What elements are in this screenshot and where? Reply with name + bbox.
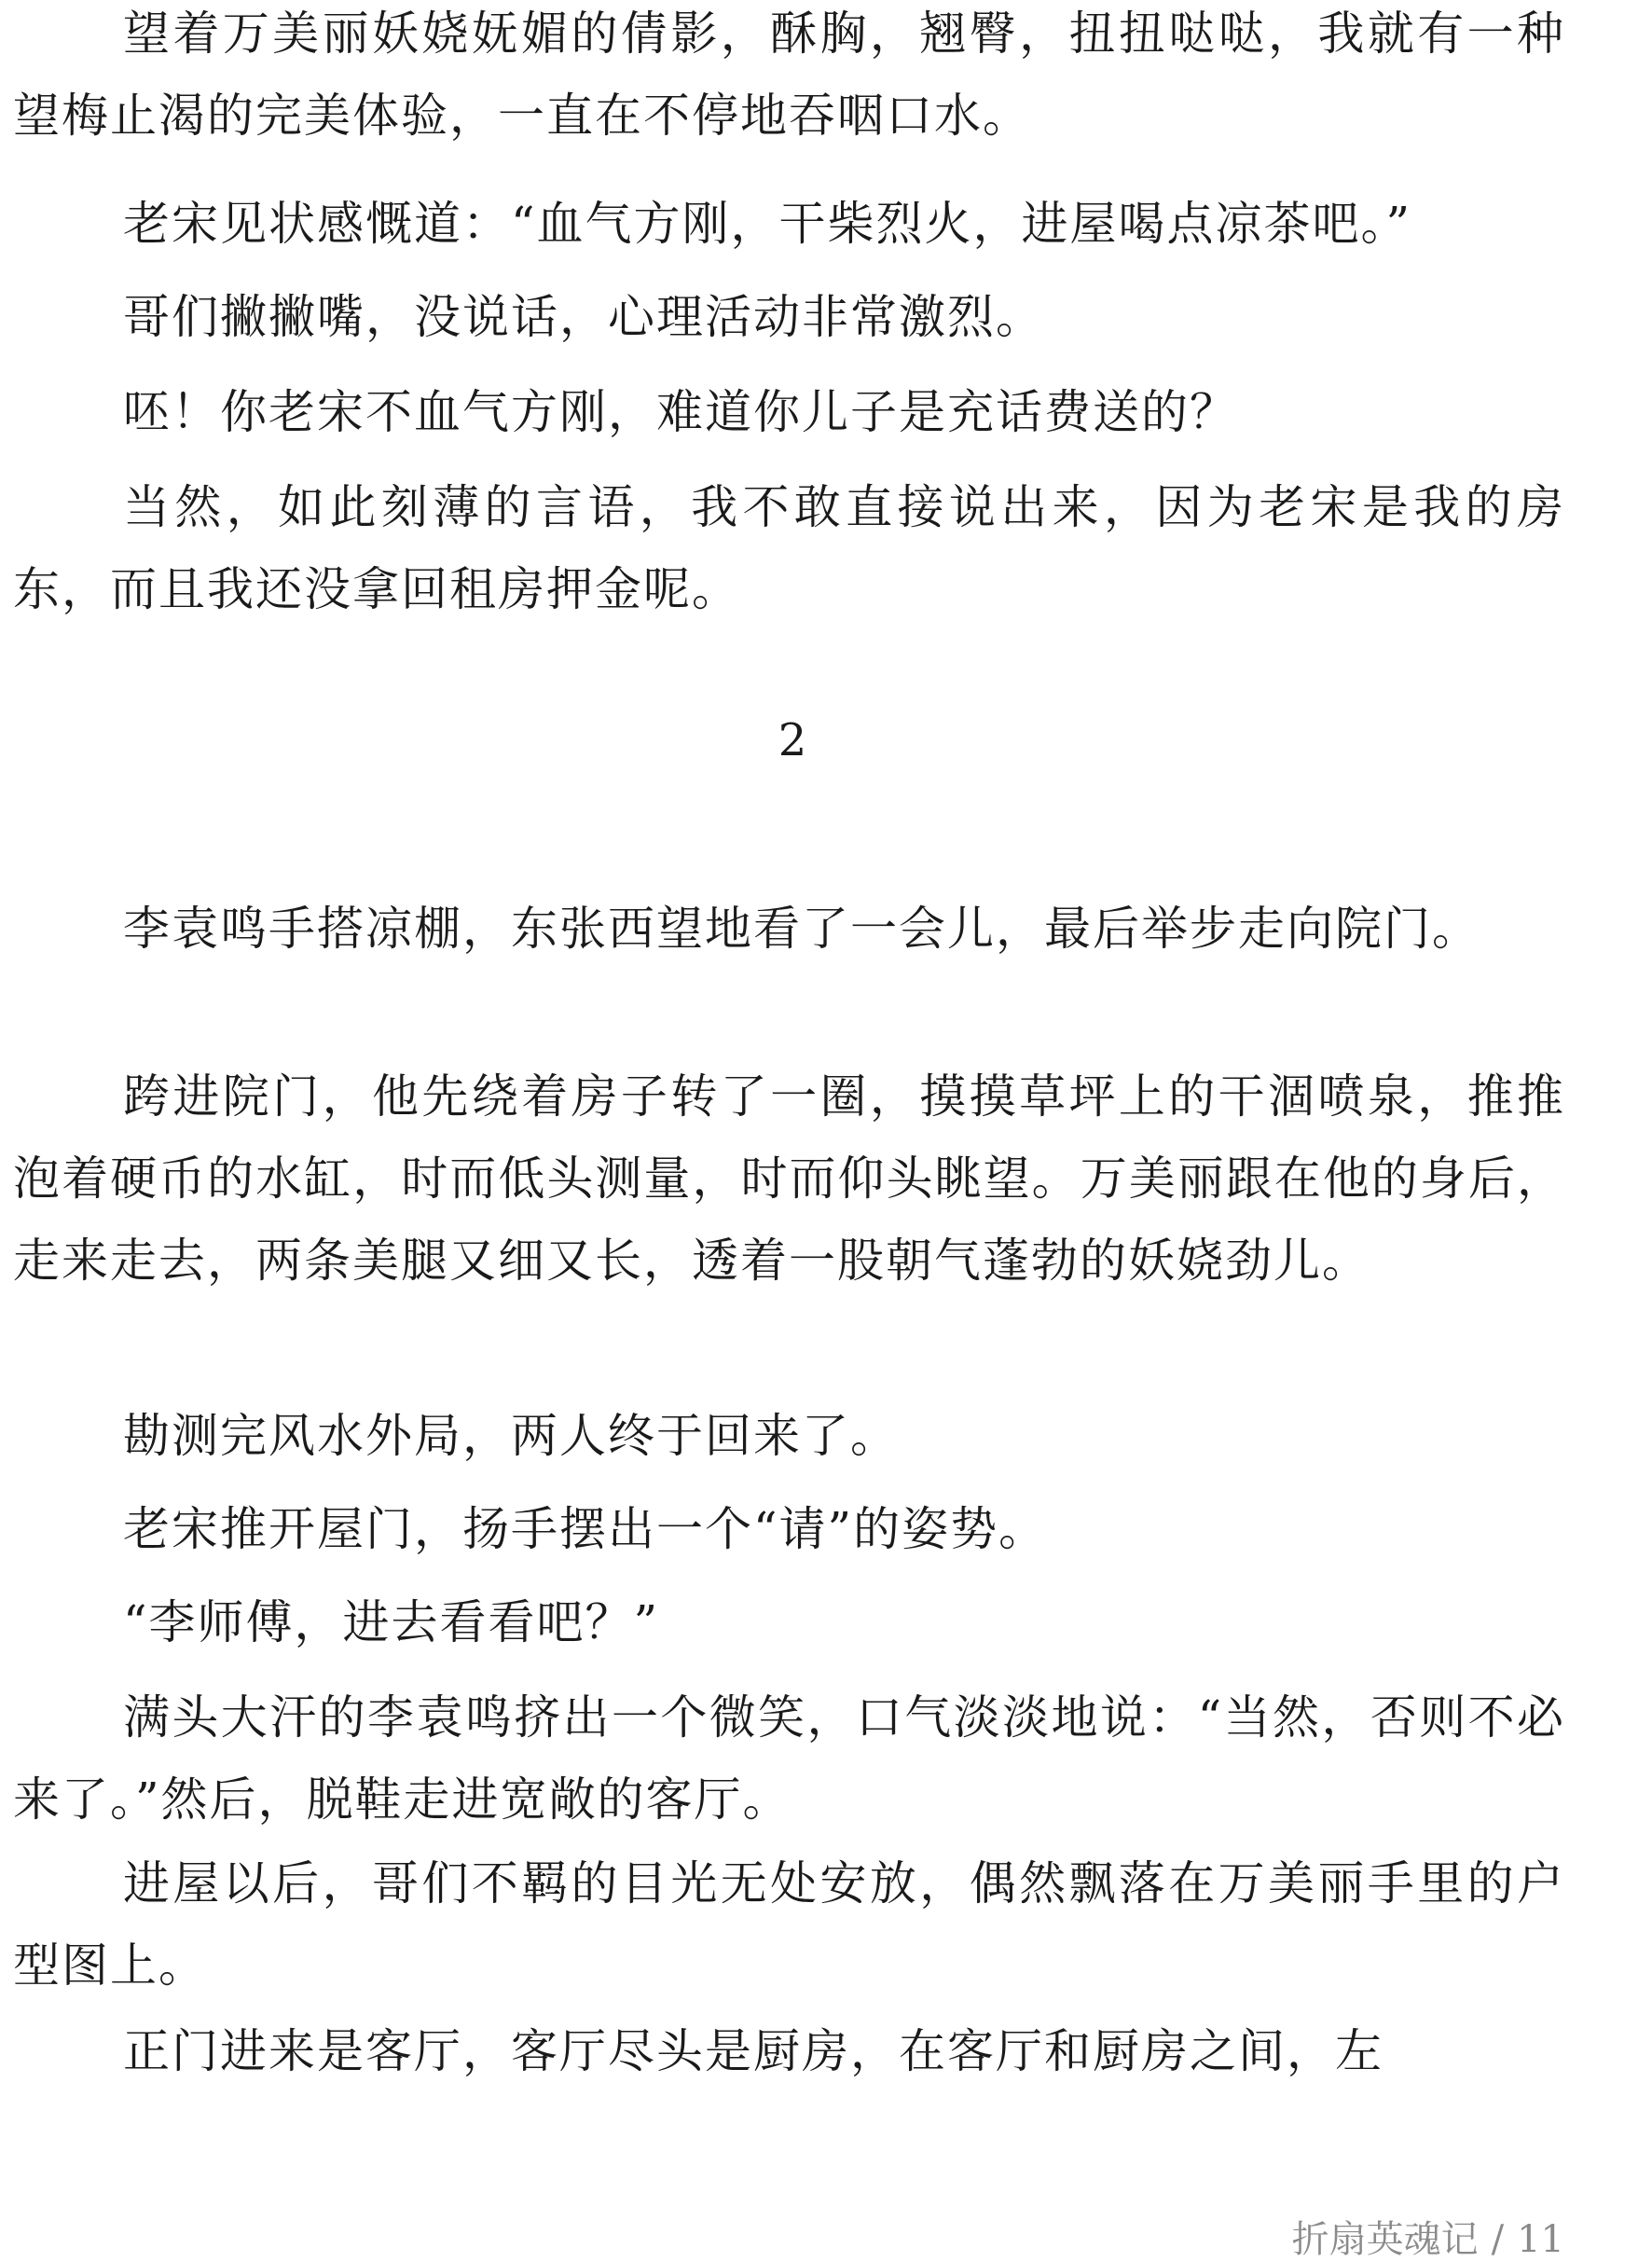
paragraph: 哥们撇撇嘴，没说话，心理活动非常激烈。 (123, 290, 1044, 344)
page-number: 11 (1517, 2218, 1564, 2261)
paragraph: 勘测完风水外局，两人终于回来了。 (123, 1409, 899, 1463)
paragraph: “李师傅，进去看看吧？” (123, 1595, 660, 1649)
page-footer (1292, 2217, 1564, 2262)
paragraph: 进屋以后，哥们不羁的目光无处安放，偶然飘落在万美丽手里的户型图上。 (13, 1856, 1565, 1993)
paragraph: 老宋推开屋门，扬手摆出一个“请”的姿势。 (123, 1502, 1048, 1556)
chapter-number: 2 (778, 714, 807, 766)
book-title: 折扇英魂记 (1291, 2218, 1479, 2261)
paragraph: 满头大汗的李袁鸣挤出一个微笑，口气淡淡地说：“当然，否则不必来了。”然后，脱鞋走进宽敞的客厅。 (13, 1690, 1565, 1827)
paragraph: 李袁鸣手搭凉棚，东张西望地看了一会儿，最后举步走向院门。 (123, 902, 1480, 956)
paragraph: 望着万美丽妖娆妩媚的倩影，酥胸，翘臀，扭扭哒哒，我就有一种望梅止渴的完美体验，一直在不停地吞咽口水。 (13, 7, 1565, 143)
paragraph: 跨进院门，他先绕着房子转了一圈，摸摸草坪上的干涸喷泉，推推泡着硬币的水缸，时而低头测量，时而仰头眺望。万美丽跟在他的身后，走来走去，两条美腿又细又长，透着一股朝气蓬勃的妖娆劲儿。 (13, 1069, 1565, 1288)
paragraph: 当然，如此刻薄的言语，我不敢直接说出来，因为老宋是我的房东，而且我还没拿回租房押金呢。 (13, 480, 1565, 616)
paragraph: 呸！你老宋不血气方刚，难道你儿子是充话费送的？ (123, 385, 1238, 439)
paragraph: 正门进来是客厅，客厅尽头是厨房，在客厅和厨房之间，左 (123, 2024, 1384, 2078)
paragraph: 老宋见状感慨道：“血气方刚，干柴烈火，进屋喝点凉茶吧。” (123, 197, 1412, 251)
footer-separator: / (1491, 2218, 1505, 2261)
